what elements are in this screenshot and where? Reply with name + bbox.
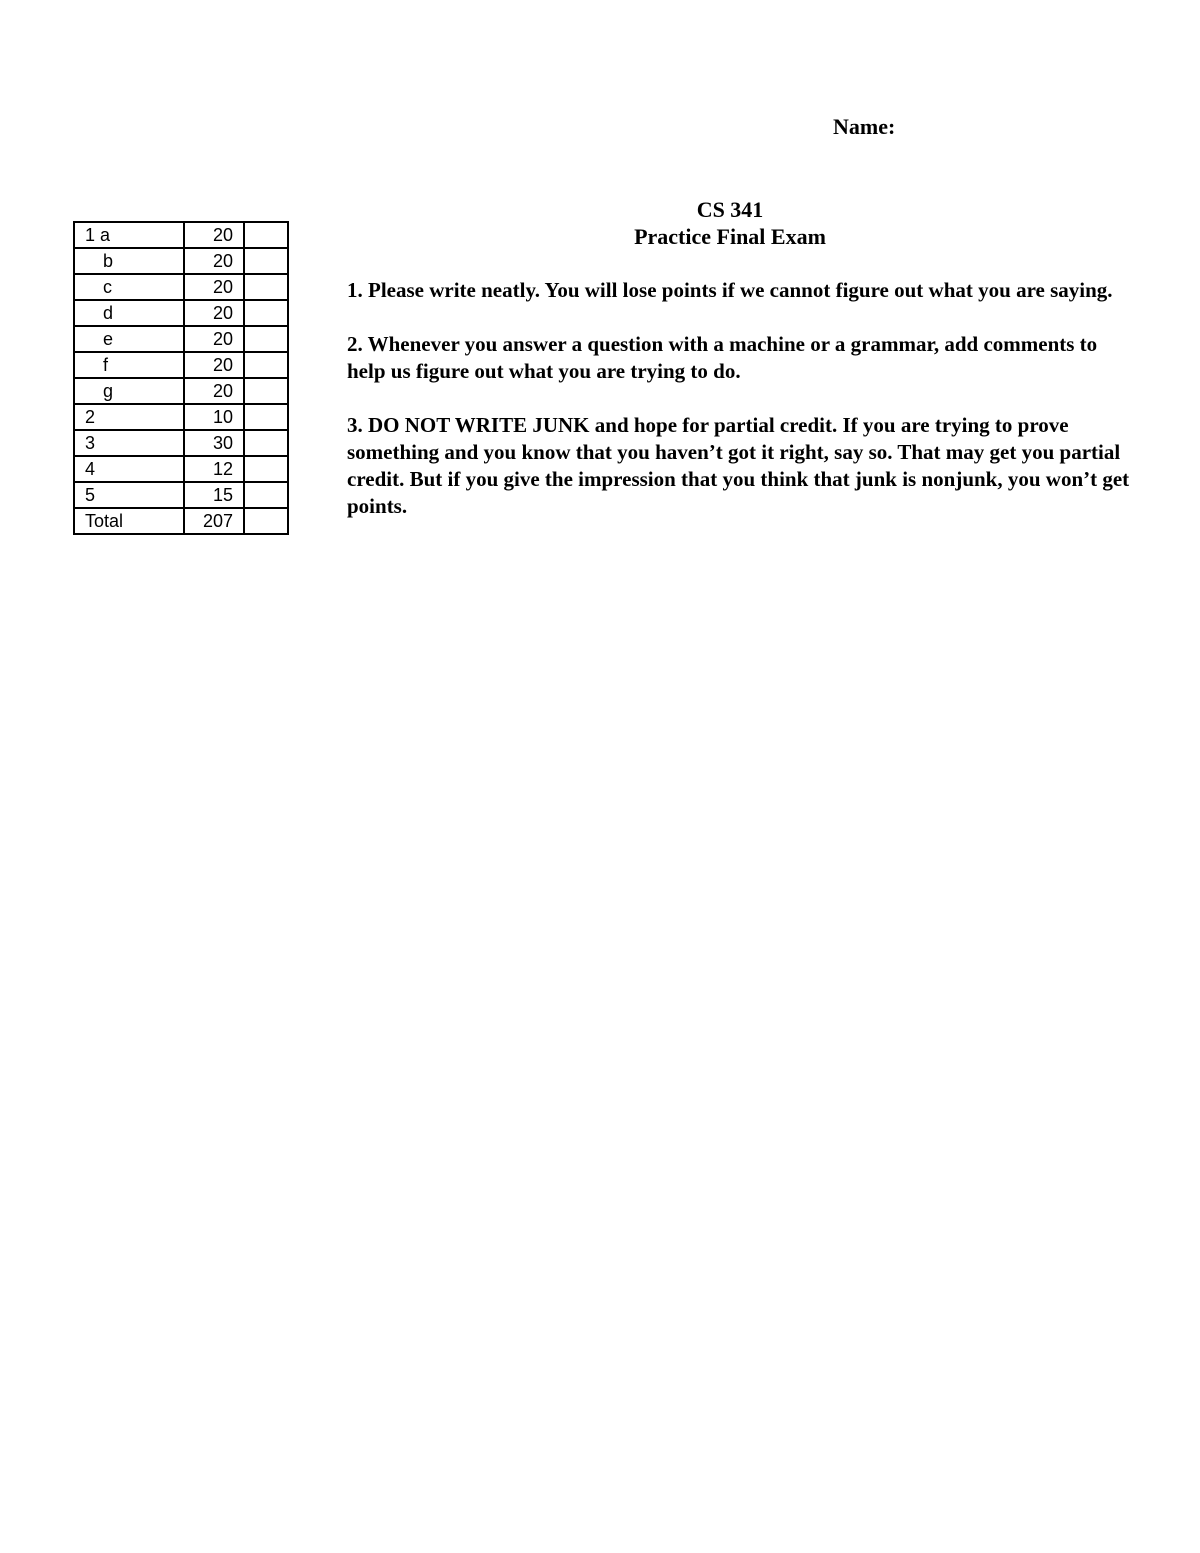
score-table [73, 221, 289, 535]
score-cell [244, 482, 288, 508]
points-cell: 20 [184, 248, 244, 274]
name-label: Name: [833, 114, 896, 139]
score-cell [244, 456, 288, 482]
instructions [347, 277, 1137, 547]
score-cell [244, 248, 288, 274]
question-cell: 5 [74, 482, 184, 508]
score-cell [244, 300, 288, 326]
instruction-item: 2. Whenever you answer a question with a machine or a grammar, add comments to help us figure out what you are trying to do. [347, 332, 1098, 383]
score-cell [244, 430, 288, 456]
points-cell: 30 [184, 430, 244, 456]
question-cell: 2 [74, 404, 184, 430]
question-cell: e [74, 326, 184, 352]
table-row [74, 456, 288, 482]
score-cell [244, 326, 288, 352]
points-cell: 20 [184, 378, 244, 404]
table-row [74, 482, 288, 508]
table-row [74, 430, 288, 456]
table-row [74, 326, 288, 352]
score-cell [244, 378, 288, 404]
table-row [74, 300, 288, 326]
table-row [74, 248, 288, 274]
score-cell [244, 274, 288, 300]
points-cell: 20 [184, 274, 244, 300]
table-row [74, 222, 288, 248]
score-cell [244, 508, 288, 534]
points-cell: 207 [184, 508, 244, 534]
score-cell [244, 404, 288, 430]
score-cell [244, 222, 288, 248]
question-cell: 4 [74, 456, 184, 482]
question-cell: b [74, 248, 184, 274]
points-cell: 12 [184, 456, 244, 482]
table-row [74, 274, 288, 300]
question-cell: g [74, 378, 184, 404]
points-cell: 20 [184, 326, 244, 352]
points-cell: 20 [184, 222, 244, 248]
table-row [74, 352, 288, 378]
question-cell: Total [74, 508, 184, 534]
table-row [74, 378, 288, 404]
question-cell: d [74, 300, 184, 326]
points-cell: 15 [184, 482, 244, 508]
instruction-item: 3. DO NOT WRITE JUNK and hope for partial credit. If you are trying to prove something and you know that you haven’t got it right, say so. That may get you partial credit. But if you give the impression that you think that junk is nonjunk, you won’t get points. [347, 413, 1130, 518]
question-cell: f [74, 352, 184, 378]
points-cell: 10 [184, 404, 244, 430]
points-cell: 20 [184, 352, 244, 378]
table-row-total [74, 508, 288, 534]
course-title: CS 341 [696, 197, 764, 222]
table-row [74, 404, 288, 430]
score-cell [244, 352, 288, 378]
exam-title: Practice Final Exam [634, 224, 826, 249]
question-cell: 1 a [74, 222, 184, 248]
question-cell: c [74, 274, 184, 300]
instruction-item: 1. Please write neatly. You will lose points if we cannot figure out what you are saying. [347, 278, 1113, 302]
points-cell: 20 [184, 300, 244, 326]
question-cell: 3 [74, 430, 184, 456]
